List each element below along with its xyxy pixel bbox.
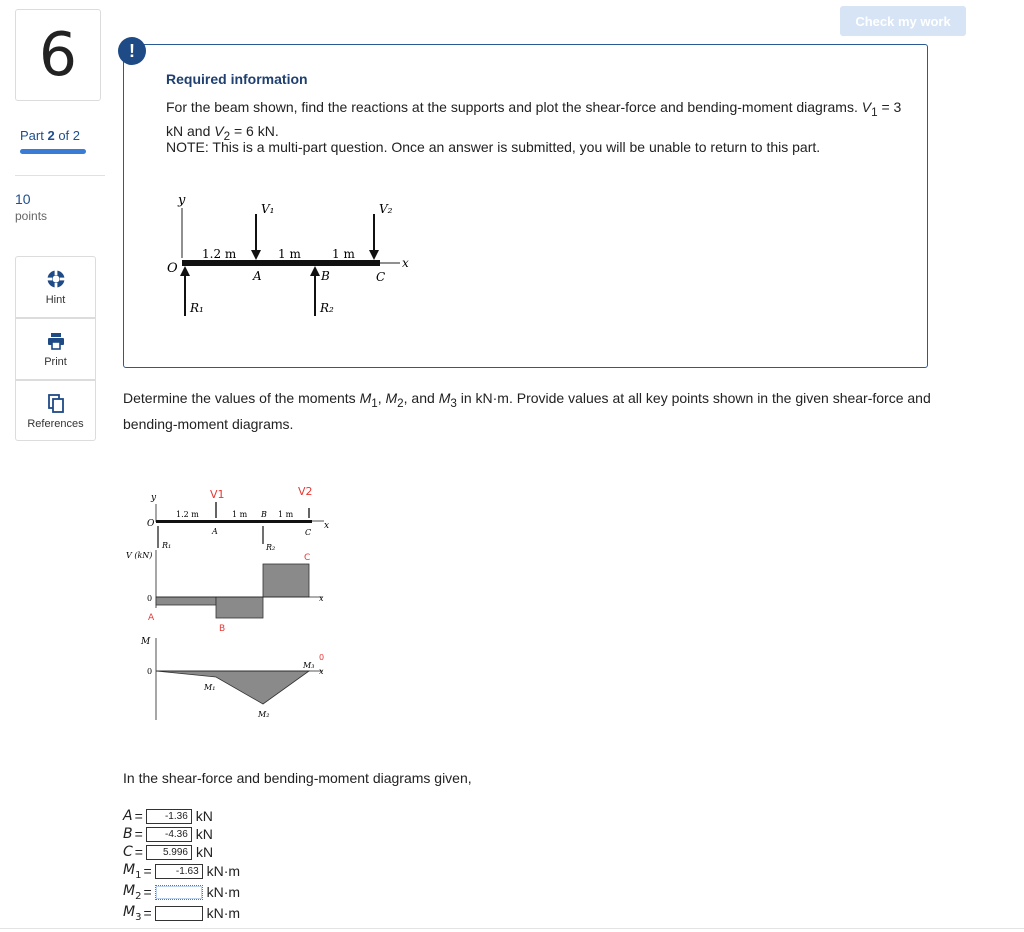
answer-input-c[interactable]	[146, 845, 192, 860]
dim-label-3: 1 m	[332, 247, 355, 261]
r1-arrowhead	[180, 266, 190, 276]
answer-input-m3[interactable]	[155, 906, 203, 921]
points-value: 10	[15, 191, 31, 207]
diag-v2-label: V2	[298, 485, 313, 498]
diag-point-c: C	[305, 528, 312, 537]
dim-label-1: 1.2 m	[202, 247, 237, 261]
m2-subscript: 2	[397, 396, 404, 410]
answer-row-m3: $M_3$ = kN·m	[123, 903, 241, 923]
diag-r2-label: R₂	[266, 543, 276, 552]
answer-unit-m3: kN·m	[206, 905, 241, 921]
part-current: 2	[47, 128, 55, 143]
answer-row-c: C = 5.996 kN	[123, 843, 213, 861]
part-progress-bar	[20, 149, 86, 154]
references-button[interactable]	[15, 380, 96, 441]
diag-label-b: B	[219, 624, 226, 634]
answer-unit-b: kN	[195, 826, 213, 842]
shear-block-ab	[216, 597, 263, 618]
beam-x-label: x	[402, 256, 409, 270]
print-button[interactable]	[15, 318, 96, 380]
shear-block-bc	[263, 564, 309, 597]
answer-row-m1: $M_1$ = -1.63 kN·m	[123, 862, 240, 880]
diag-v1-label: V1	[210, 488, 225, 501]
prompt-sep-2: , and	[403, 390, 435, 406]
r1-label: R₁	[190, 301, 204, 315]
answer-label-m2: $M_2$	[123, 882, 142, 902]
v1-symbol: V	[861, 99, 872, 115]
answer-input-m1[interactable]	[155, 864, 203, 879]
v-zero-label: 0	[147, 594, 153, 603]
point-b-label: B	[321, 269, 330, 283]
hint-label: Hint	[45, 294, 66, 306]
shear-block-oa	[156, 597, 216, 605]
v2-label: V₂	[379, 202, 393, 216]
printer-icon	[46, 331, 66, 351]
part-of: of 2	[58, 128, 81, 143]
point-a-label: A	[253, 269, 262, 283]
diag-label-a: A	[148, 613, 155, 623]
answer-label-a: A	[123, 808, 133, 824]
m-axis-label: M	[141, 637, 151, 647]
diag-y-label: y	[151, 493, 157, 503]
moment-area	[156, 671, 309, 704]
answer-label-m1: $M_1$	[123, 861, 142, 881]
v1-arrowhead	[251, 250, 261, 260]
v2-subscript: 2	[223, 129, 231, 143]
diag-origin: O	[147, 519, 155, 529]
required-info-title: Required information	[166, 71, 308, 87]
v1-subscript: 1	[871, 105, 878, 119]
documents-icon	[46, 393, 66, 413]
prompt-sep-1: ,	[377, 390, 382, 406]
problem-text: For the beam shown, find the reactions at the supports and plot the shear-force and bending-moment diagrams.	[166, 99, 858, 115]
diag-dim-3: 1 m	[278, 510, 294, 519]
diag-dim-2: 1 m	[232, 510, 248, 519]
dim-label-2: 1 m	[278, 247, 301, 261]
answer-input-m2[interactable]	[155, 885, 203, 900]
alert-icon: !	[118, 37, 146, 65]
m1-subscript: 1	[371, 396, 378, 410]
prompt-part-1: Determine the values of the moments	[123, 390, 356, 406]
lifebuoy-icon	[46, 269, 66, 289]
m3-zero-label: 0	[319, 653, 325, 662]
point-c-label: C	[376, 270, 386, 284]
prompt-part-2: in kN·m. Provide values at all key points shown in the given shear-force and bending-moment diagrams.	[123, 390, 931, 432]
m3-subscript: 3	[450, 396, 457, 410]
answer-input-a[interactable]	[146, 809, 192, 824]
answer-label-c: C	[123, 844, 133, 860]
diag-dim-1: 1.2 m	[176, 510, 199, 519]
answer-unit-c: kN	[195, 844, 214, 860]
answer-label-m3: $M_3$	[123, 903, 142, 923]
bottom-divider	[0, 928, 1024, 929]
answer-row-b: B = -4.36 kN	[123, 825, 213, 843]
answer-row-m2: $M_2$ = kN·m	[123, 882, 241, 902]
question-prompt	[123, 388, 973, 435]
hint-button[interactable]	[15, 256, 96, 318]
diag-point-a: A	[212, 527, 218, 536]
points-label: points	[15, 209, 48, 223]
r2-arrowhead	[310, 266, 320, 276]
m-zero-label: 0	[147, 667, 153, 676]
answer-label-b: B	[123, 826, 133, 842]
answer-unit-a: kN	[195, 808, 213, 824]
question-number: 6	[15, 9, 101, 101]
shear-moment-diagram	[120, 478, 350, 728]
references-label: References	[27, 418, 84, 430]
v-axis-label: V (kN)	[126, 551, 153, 560]
m3-symbol: M	[438, 390, 451, 406]
v1-value: = 3 kN and	[166, 99, 902, 139]
diag-label-c: C	[304, 553, 311, 563]
print-label: Print	[44, 356, 67, 368]
m1-diag-label: M₁	[204, 683, 216, 692]
answer-row-a: A = -1.36 kN	[123, 807, 213, 825]
v2-arrowhead	[369, 250, 379, 260]
answer-input-b[interactable]	[146, 827, 192, 842]
diag-x-label: x	[324, 521, 330, 531]
diag-beam	[156, 520, 312, 523]
v2-value: = 6 kN.	[233, 122, 279, 139]
beam-y-label: y	[178, 193, 186, 208]
v2-symbol: V	[214, 122, 224, 139]
diag-r1-label: R₁	[162, 541, 172, 550]
r2-label: R₂	[320, 301, 334, 315]
answer-unit-m2: kN·m	[206, 884, 241, 900]
m1-symbol: M	[359, 390, 372, 406]
given-text: In the shear-force and bending-moment diagrams given,	[123, 770, 472, 786]
answer-unit-m1: kN·m	[206, 863, 241, 879]
beam-origin: O	[167, 261, 178, 276]
part-indicator	[20, 128, 80, 143]
m2-symbol: M	[385, 390, 398, 406]
m3-diag-label: M₃	[303, 661, 315, 670]
beam-figure	[160, 186, 420, 326]
part-word: Part	[20, 128, 44, 143]
m2-diag-label: M₂	[258, 710, 270, 719]
diag-point-b: B	[261, 510, 267, 519]
v-x-label: x	[319, 594, 324, 603]
m-x-label: x	[319, 667, 324, 676]
check-my-work-button[interactable]: Check my work	[840, 6, 966, 36]
v1-label: V₁	[261, 202, 275, 216]
note-text: NOTE: This is a multi-part question. Once an answer is submitted, you will be unable to return to this part.	[166, 139, 821, 155]
rail-divider	[15, 175, 105, 176]
